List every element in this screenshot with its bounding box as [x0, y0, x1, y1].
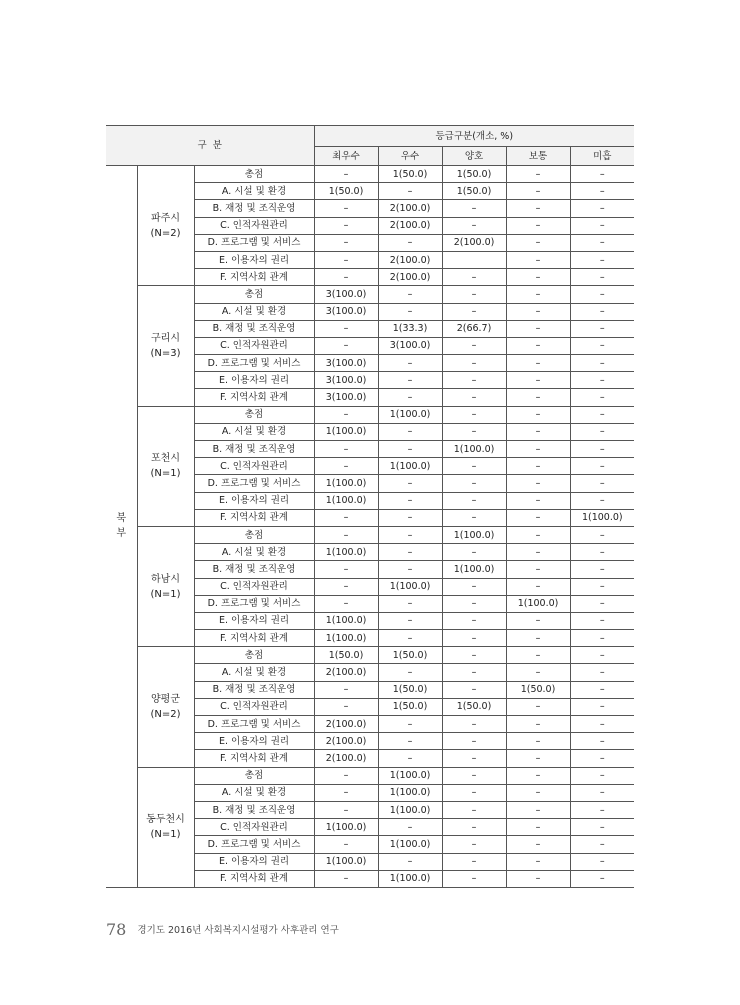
- table-header: [106, 126, 634, 166]
- grade-cell: 1(50.0): [378, 681, 442, 698]
- grade-cell: –: [506, 870, 570, 887]
- grade-cell: –: [506, 612, 570, 629]
- grade-cell: –: [378, 389, 442, 406]
- grade-cell: –: [570, 526, 634, 543]
- grade-cell: –: [378, 372, 442, 389]
- category-label: B. 재정 및 조직운영: [194, 441, 314, 458]
- grade-cell: –: [442, 733, 506, 750]
- header-grade-group: 등급구분(개소, %): [314, 126, 634, 147]
- grade-cell: 1(100.0): [442, 441, 506, 458]
- grade-cell: –: [442, 578, 506, 595]
- grade-cell: –: [570, 698, 634, 715]
- grade-cell: –: [570, 183, 634, 200]
- grade-cell: 1(50.0): [378, 647, 442, 664]
- grade-cell: –: [570, 716, 634, 733]
- grade-cell: –: [506, 578, 570, 595]
- grade-cell: –: [506, 234, 570, 251]
- grade-cell: –: [570, 286, 634, 303]
- category-label: B. 재정 및 조직운영: [194, 681, 314, 698]
- grade-cell: 1(100.0): [442, 526, 506, 543]
- category-label: A. 시설 및 환경: [194, 544, 314, 561]
- category-label: B. 재정 및 조직운영: [194, 200, 314, 217]
- grade-cell: 2(100.0): [378, 200, 442, 217]
- grade-cell: –: [378, 423, 442, 440]
- grade-cell: –: [378, 595, 442, 612]
- grade-cell: [442, 251, 506, 268]
- grade-cell: –: [442, 372, 506, 389]
- category-label: E. 이용자의 권리: [194, 612, 314, 629]
- grade-cell: –: [506, 441, 570, 458]
- grade-cell: 1(100.0): [314, 423, 378, 440]
- grade-cell: –: [570, 819, 634, 836]
- grade-cell: –: [506, 269, 570, 286]
- grade-cell: 3(100.0): [378, 337, 442, 354]
- table-row: [106, 406, 634, 423]
- grade-cell: –: [570, 337, 634, 354]
- grade-cell: –: [314, 784, 378, 801]
- grade-cell: –: [442, 630, 506, 647]
- category-label: C. 인적자원관리: [194, 217, 314, 234]
- grade-cell: 1(100.0): [378, 784, 442, 801]
- grade-cell: –: [506, 698, 570, 715]
- category-label: D. 프로그램 및 서비스: [194, 234, 314, 251]
- grade-cell: –: [570, 355, 634, 372]
- table-row: [106, 286, 634, 303]
- grade-cell: 1(100.0): [442, 561, 506, 578]
- grade-cell: 1(100.0): [378, 767, 442, 784]
- category-label: C. 인적자원관리: [194, 337, 314, 354]
- grade-cell: –: [442, 681, 506, 698]
- grade-cell: –: [442, 423, 506, 440]
- grade-cell: –: [378, 819, 442, 836]
- grade-cell: –: [314, 406, 378, 423]
- grade-cell: –: [314, 166, 378, 183]
- category-label: D. 프로그램 및 서비스: [194, 355, 314, 372]
- grade-cell: –: [570, 320, 634, 337]
- category-label: B. 재정 및 조직운영: [194, 320, 314, 337]
- grade-cell: –: [506, 509, 570, 526]
- grade-cell: –: [442, 389, 506, 406]
- grade-cell: –: [314, 200, 378, 217]
- grade-cell: –: [570, 269, 634, 286]
- grade-cell: 1(100.0): [570, 509, 634, 526]
- grade-cell: –: [506, 801, 570, 818]
- grade-cell: –: [442, 836, 506, 853]
- grade-cell: –: [378, 630, 442, 647]
- category-label: F. 지역사회 관계: [194, 389, 314, 406]
- grade-cell: –: [442, 716, 506, 733]
- grade-cell: –: [570, 372, 634, 389]
- grade-cell: –: [442, 801, 506, 818]
- grade-cell: 2(100.0): [314, 750, 378, 767]
- grade-cell: –: [378, 509, 442, 526]
- grade-cell: –: [506, 492, 570, 509]
- grade-cell: 3(100.0): [314, 372, 378, 389]
- grade-cell: –: [442, 595, 506, 612]
- grade-cell: –: [378, 475, 442, 492]
- grade-cell: –: [506, 733, 570, 750]
- grade-cell: 1(100.0): [378, 801, 442, 818]
- grade-cell: –: [506, 183, 570, 200]
- header-col: 보통: [506, 147, 570, 166]
- city-label: 하남시 (N=1): [137, 526, 194, 646]
- grade-cell: –: [378, 183, 442, 200]
- grade-cell: –: [506, 630, 570, 647]
- grade-cell: –: [378, 234, 442, 251]
- grade-cell: –: [506, 819, 570, 836]
- grade-cell: –: [442, 750, 506, 767]
- grade-cell: –: [506, 647, 570, 664]
- grade-cell: –: [570, 544, 634, 561]
- grade-cell: 1(50.0): [378, 698, 442, 715]
- table-row: [106, 526, 634, 543]
- grade-cell: –: [442, 269, 506, 286]
- grade-cell: –: [506, 475, 570, 492]
- grade-cell: –: [314, 269, 378, 286]
- grade-cell: –: [442, 303, 506, 320]
- grade-cell: 2(100.0): [378, 217, 442, 234]
- grade-cell: –: [314, 509, 378, 526]
- grade-cell: 2(66.7): [442, 320, 506, 337]
- category-label: F. 지역사회 관계: [194, 269, 314, 286]
- category-label: C. 인적자원관리: [194, 698, 314, 715]
- grade-cell: –: [570, 423, 634, 440]
- footer-title: 경기도 2016년 사회복지시설평가 사후관리 연구: [137, 925, 339, 936]
- category-label: E. 이용자의 권리: [194, 372, 314, 389]
- header-col: 우수: [378, 147, 442, 166]
- grade-cell: –: [506, 303, 570, 320]
- grade-cell: –: [314, 458, 378, 475]
- grade-cell: –: [570, 767, 634, 784]
- grade-cell: –: [378, 441, 442, 458]
- grade-cell: –: [314, 698, 378, 715]
- grade-table: [106, 125, 634, 888]
- grade-cell: –: [570, 853, 634, 870]
- grade-cell: 1(100.0): [314, 612, 378, 629]
- grade-cell: –: [506, 355, 570, 372]
- grade-cell: –: [506, 251, 570, 268]
- category-label: 총점: [194, 647, 314, 664]
- grade-cell: –: [314, 767, 378, 784]
- grade-cell: –: [506, 406, 570, 423]
- city-label: 양평군 (N=2): [137, 647, 194, 767]
- grade-cell: –: [378, 492, 442, 509]
- table-row: [106, 647, 634, 664]
- grade-cell: –: [378, 526, 442, 543]
- grade-cell: –: [378, 733, 442, 750]
- page-number: 78: [106, 920, 127, 939]
- grade-cell: –: [506, 372, 570, 389]
- city-label: 동두천시 (N=1): [137, 767, 194, 887]
- category-label: 총점: [194, 166, 314, 183]
- grade-cell: –: [570, 441, 634, 458]
- grade-cell: –: [314, 234, 378, 251]
- grade-cell: –: [314, 337, 378, 354]
- grade-cell: –: [506, 337, 570, 354]
- grade-cell: 1(100.0): [314, 853, 378, 870]
- grade-cell: 1(100.0): [378, 458, 442, 475]
- grade-cell: –: [442, 819, 506, 836]
- region-label: 북 부: [106, 166, 137, 888]
- grade-cell: –: [506, 561, 570, 578]
- grade-cell: –: [442, 784, 506, 801]
- grade-cell: –: [442, 647, 506, 664]
- grade-cell: –: [442, 767, 506, 784]
- grade-cell: –: [506, 664, 570, 681]
- grade-cell: –: [314, 578, 378, 595]
- grade-cell: 1(100.0): [314, 630, 378, 647]
- grade-cell: –: [570, 733, 634, 750]
- header-col: 미흡: [570, 147, 634, 166]
- grade-cell: –: [378, 750, 442, 767]
- category-label: C. 인적자원관리: [194, 458, 314, 475]
- grade-cell: 1(100.0): [314, 819, 378, 836]
- grade-cell: –: [442, 286, 506, 303]
- grade-cell: –: [570, 492, 634, 509]
- grade-cell: 1(50.0): [442, 166, 506, 183]
- category-label: D. 프로그램 및 서비스: [194, 475, 314, 492]
- grade-cell: 1(100.0): [378, 870, 442, 887]
- grade-cell: –: [570, 836, 634, 853]
- grade-cell: –: [314, 870, 378, 887]
- grade-cell: –: [570, 801, 634, 818]
- category-label: A. 시설 및 환경: [194, 664, 314, 681]
- grade-cell: –: [442, 664, 506, 681]
- grade-cell: –: [442, 458, 506, 475]
- grade-cell: –: [570, 458, 634, 475]
- page-footer: [106, 920, 339, 939]
- category-label: A. 시설 및 환경: [194, 183, 314, 200]
- grade-cell: –: [314, 320, 378, 337]
- grade-cell: –: [570, 389, 634, 406]
- city-label: 파주시 (N=2): [137, 166, 194, 286]
- category-label: B. 재정 및 조직운영: [194, 801, 314, 818]
- grade-cell: –: [570, 303, 634, 320]
- category-label: A. 시설 및 환경: [194, 423, 314, 440]
- grade-cell: 1(100.0): [378, 406, 442, 423]
- grade-cell: –: [570, 217, 634, 234]
- grade-cell: –: [570, 630, 634, 647]
- category-label: E. 이용자의 권리: [194, 492, 314, 509]
- grade-cell: 1(100.0): [378, 836, 442, 853]
- category-label: F. 지역사회 관계: [194, 870, 314, 887]
- grade-cell: –: [378, 561, 442, 578]
- grade-cell: –: [314, 526, 378, 543]
- category-label: A. 시설 및 환경: [194, 784, 314, 801]
- category-label: C. 인적자원관리: [194, 819, 314, 836]
- grade-cell: –: [442, 217, 506, 234]
- grade-cell: –: [506, 750, 570, 767]
- grade-cell: –: [314, 251, 378, 268]
- grade-cell: 1(100.0): [314, 492, 378, 509]
- grade-cell: –: [570, 561, 634, 578]
- grade-cell: –: [442, 406, 506, 423]
- grade-cell: –: [314, 681, 378, 698]
- grade-cell: –: [570, 200, 634, 217]
- grade-cell: –: [570, 475, 634, 492]
- category-label: F. 지역사회 관계: [194, 509, 314, 526]
- grade-cell: –: [506, 423, 570, 440]
- grade-cell: –: [442, 509, 506, 526]
- table-row: [106, 767, 634, 784]
- grade-cell: –: [570, 578, 634, 595]
- grade-cell: –: [506, 389, 570, 406]
- grade-cell: 1(50.0): [506, 681, 570, 698]
- grade-cell: –: [570, 784, 634, 801]
- grade-cell: –: [442, 492, 506, 509]
- grade-cell: –: [314, 801, 378, 818]
- grade-cell: 2(100.0): [378, 251, 442, 268]
- grade-cell: –: [506, 526, 570, 543]
- grade-cell: –: [506, 784, 570, 801]
- grade-cell: 1(100.0): [506, 595, 570, 612]
- header-gubun: 구 분: [106, 126, 314, 166]
- grade-cell: 1(100.0): [314, 544, 378, 561]
- grade-cell: –: [378, 853, 442, 870]
- grade-cell: 1(100.0): [314, 475, 378, 492]
- grade-cell: –: [378, 544, 442, 561]
- grade-cell: –: [314, 441, 378, 458]
- grade-cell: –: [570, 750, 634, 767]
- grade-cell: –: [506, 716, 570, 733]
- grade-cell: –: [506, 217, 570, 234]
- grade-cell: –: [378, 612, 442, 629]
- category-label: E. 이용자의 권리: [194, 251, 314, 268]
- grade-cell: 1(50.0): [314, 647, 378, 664]
- grade-cell: –: [442, 612, 506, 629]
- grade-cell: 1(50.0): [442, 698, 506, 715]
- grade-cell: 3(100.0): [314, 355, 378, 372]
- grade-cell: –: [442, 355, 506, 372]
- grade-cell: –: [442, 337, 506, 354]
- grade-cell: –: [506, 166, 570, 183]
- grade-cell: 2(100.0): [314, 716, 378, 733]
- category-label: D. 프로그램 및 서비스: [194, 836, 314, 853]
- grade-cell: 1(33.3): [378, 320, 442, 337]
- grade-cell: 3(100.0): [314, 389, 378, 406]
- grade-cell: 3(100.0): [314, 286, 378, 303]
- grade-cell: 3(100.0): [314, 303, 378, 320]
- grade-cell: 2(100.0): [442, 234, 506, 251]
- table-body: [106, 166, 634, 888]
- category-label: C. 인적자원관리: [194, 578, 314, 595]
- table-row: [106, 166, 634, 183]
- grade-cell: –: [378, 286, 442, 303]
- grade-cell: –: [506, 458, 570, 475]
- grade-cell: –: [378, 716, 442, 733]
- grade-cell: 1(50.0): [314, 183, 378, 200]
- grade-cell: –: [378, 664, 442, 681]
- category-label: E. 이용자의 권리: [194, 853, 314, 870]
- grade-cell: –: [442, 853, 506, 870]
- grade-cell: –: [570, 166, 634, 183]
- grade-cell: –: [506, 836, 570, 853]
- grade-cell: –: [570, 612, 634, 629]
- grade-cell: 2(100.0): [314, 733, 378, 750]
- grade-cell: –: [314, 561, 378, 578]
- grade-cell: 1(50.0): [378, 166, 442, 183]
- category-label: D. 프로그램 및 서비스: [194, 716, 314, 733]
- grade-cell: –: [506, 767, 570, 784]
- grade-cell: 1(50.0): [442, 183, 506, 200]
- city-label: 포천시 (N=1): [137, 406, 194, 526]
- category-label: 총점: [194, 406, 314, 423]
- header-col: 최우수: [314, 147, 378, 166]
- grade-cell: –: [570, 681, 634, 698]
- grade-cell: –: [506, 544, 570, 561]
- category-label: A. 시설 및 환경: [194, 303, 314, 320]
- grade-cell: –: [314, 595, 378, 612]
- category-label: D. 프로그램 및 서비스: [194, 595, 314, 612]
- grade-cell: –: [506, 320, 570, 337]
- grade-cell: –: [506, 286, 570, 303]
- grade-cell: 2(100.0): [314, 664, 378, 681]
- grade-cell: –: [570, 251, 634, 268]
- grade-cell: 2(100.0): [378, 269, 442, 286]
- category-label: 총점: [194, 286, 314, 303]
- grade-cell: –: [442, 200, 506, 217]
- category-label: 총점: [194, 767, 314, 784]
- category-label: B. 재정 및 조직운영: [194, 561, 314, 578]
- grade-cell: –: [378, 355, 442, 372]
- grade-cell: –: [570, 406, 634, 423]
- grade-cell: –: [570, 234, 634, 251]
- category-label: 총점: [194, 526, 314, 543]
- grade-cell: –: [314, 217, 378, 234]
- grade-cell: –: [570, 870, 634, 887]
- grade-cell: –: [506, 200, 570, 217]
- category-label: F. 지역사회 관계: [194, 750, 314, 767]
- grade-cell: –: [570, 647, 634, 664]
- grade-cell: –: [442, 475, 506, 492]
- grade-cell: –: [570, 595, 634, 612]
- grade-cell: –: [570, 664, 634, 681]
- grade-cell: –: [506, 853, 570, 870]
- city-label: 구리시 (N=3): [137, 286, 194, 406]
- grade-cell: 1(100.0): [378, 578, 442, 595]
- category-label: F. 지역사회 관계: [194, 630, 314, 647]
- category-label: E. 이용자의 권리: [194, 733, 314, 750]
- header-col: 양호: [442, 147, 506, 166]
- grade-cell: –: [378, 303, 442, 320]
- grade-cell: –: [442, 870, 506, 887]
- grade-cell: –: [314, 836, 378, 853]
- grade-cell: –: [442, 544, 506, 561]
